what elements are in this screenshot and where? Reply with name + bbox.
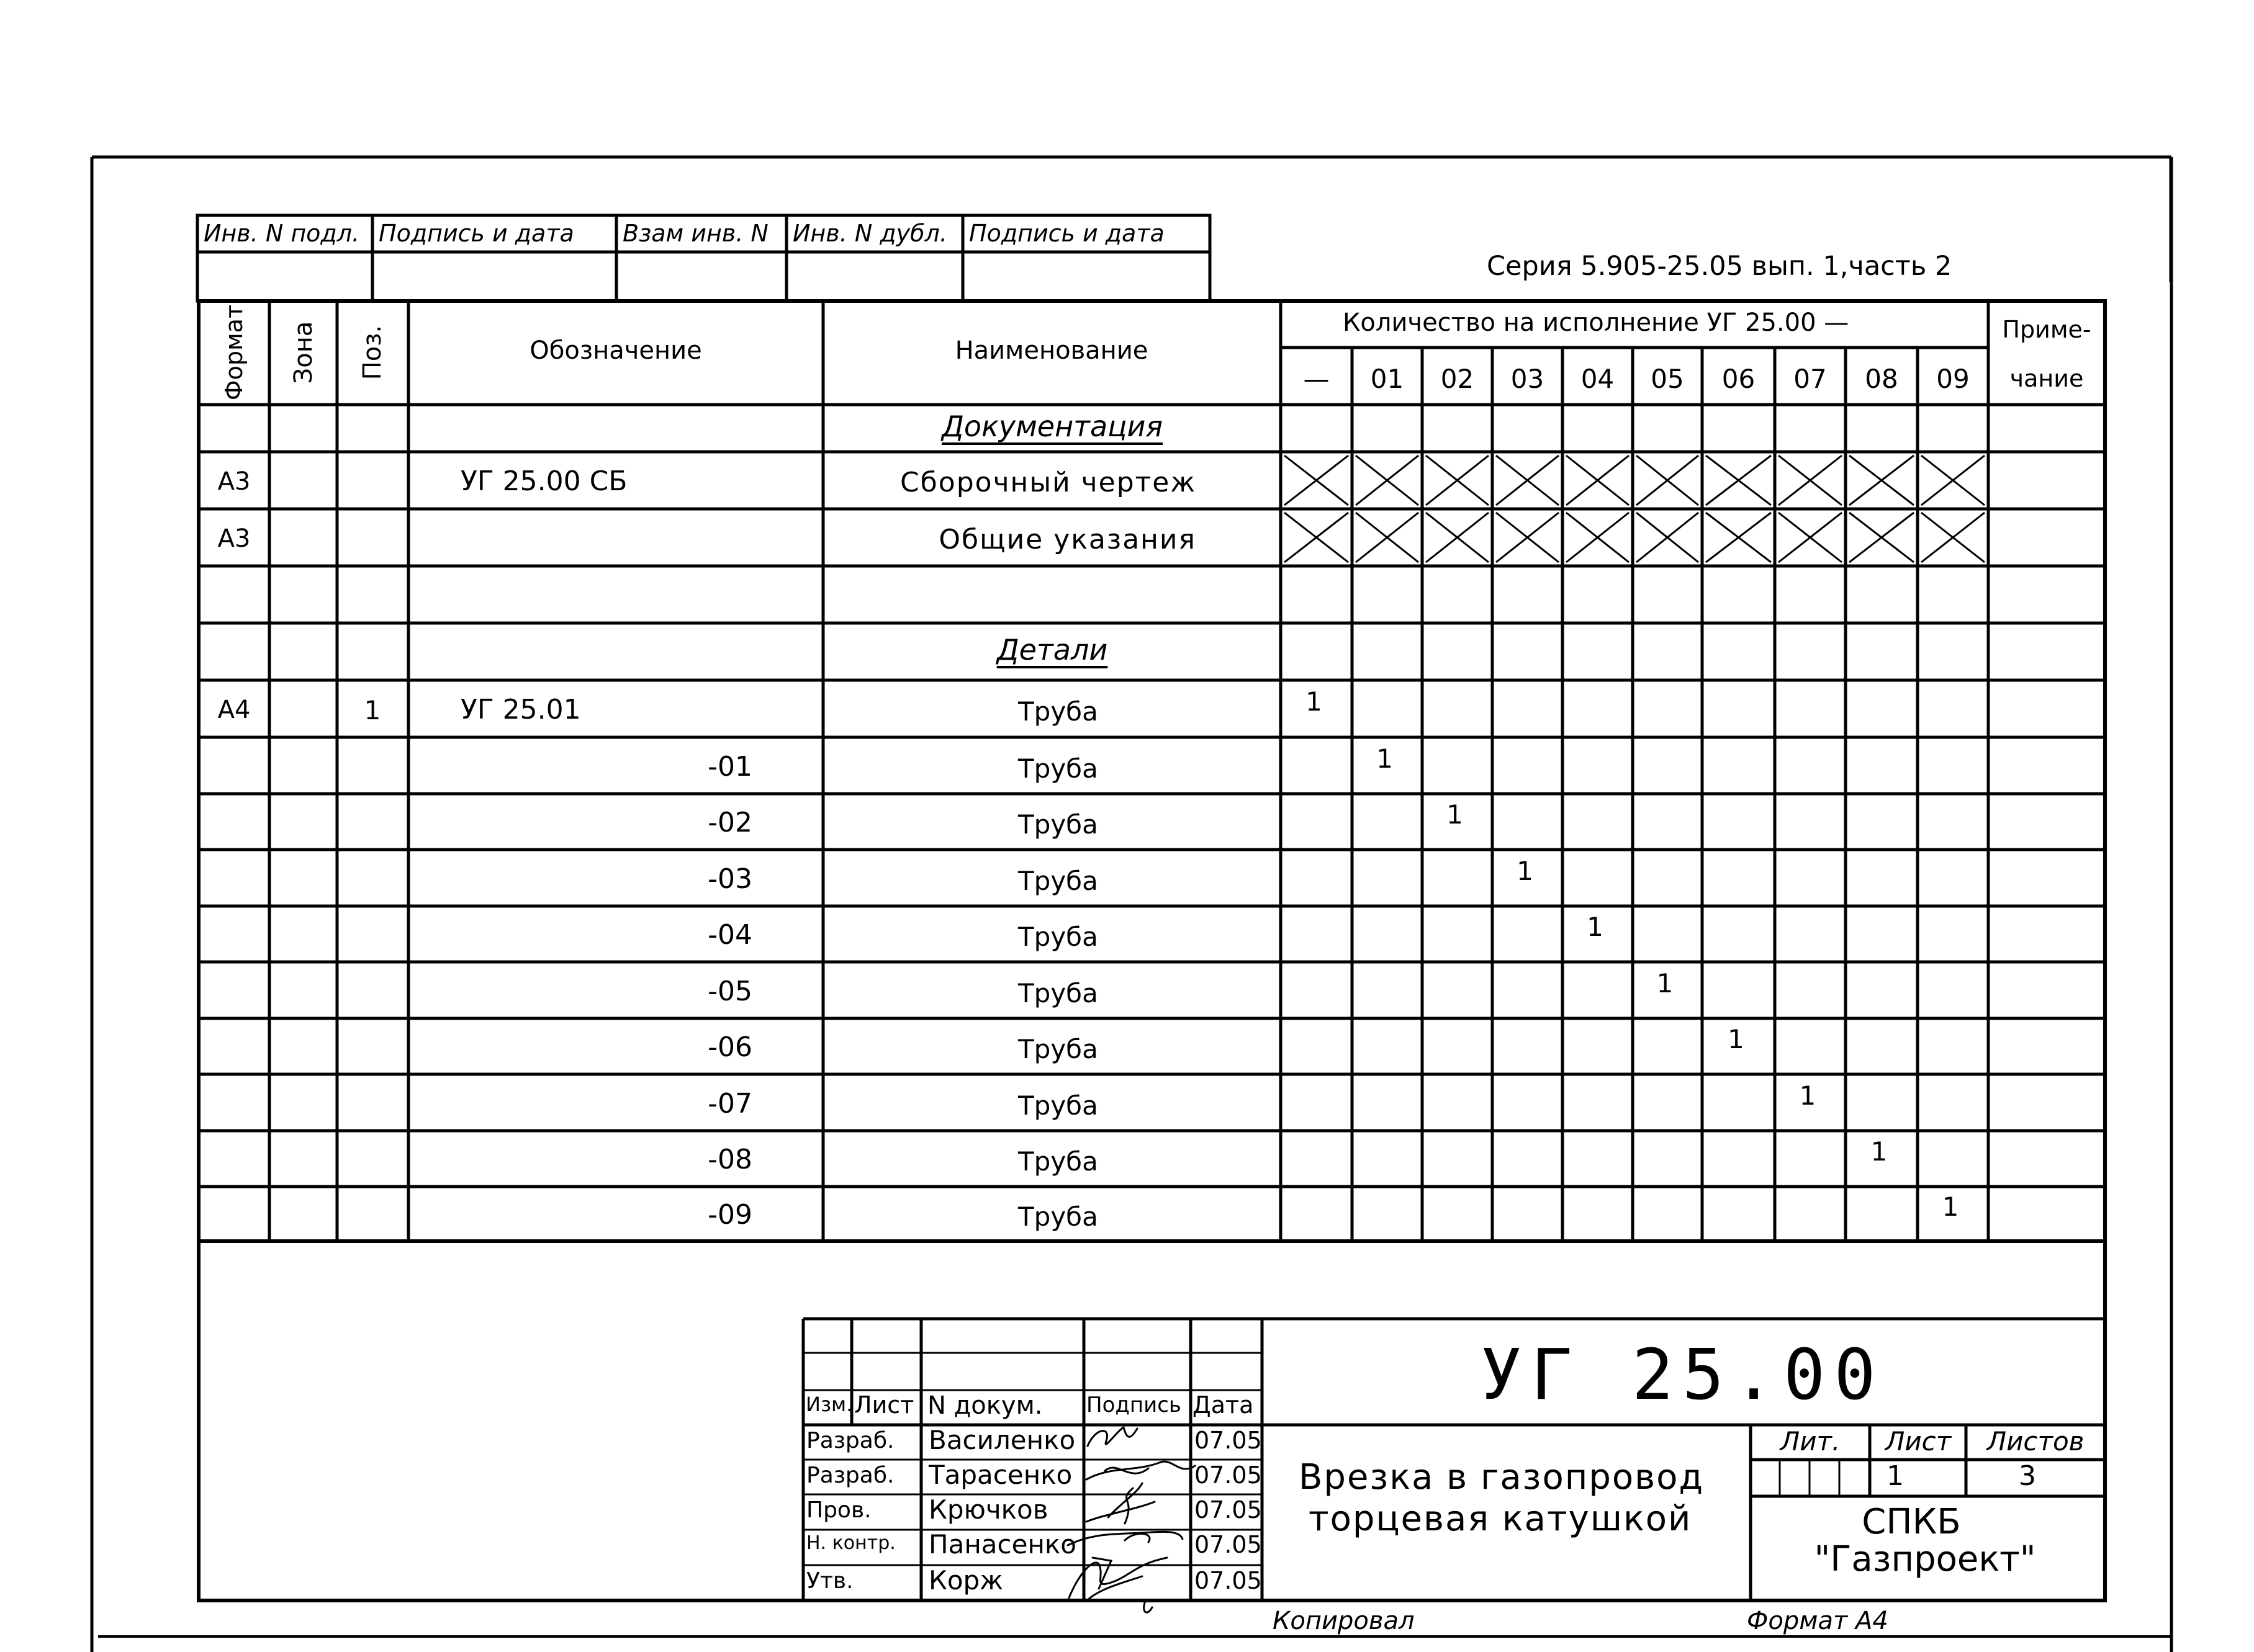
person-role: Разраб. xyxy=(806,1463,895,1488)
variant-header-4: 04 xyxy=(1580,364,1615,394)
variant-header-1: 01 xyxy=(1370,364,1404,394)
organization-line-1: СПКБ xyxy=(1862,1502,1961,1542)
person-name: Тарасенко xyxy=(929,1460,1073,1490)
person-role: Пров. xyxy=(806,1497,872,1523)
cell-designation: -01 xyxy=(708,750,752,783)
description-line-2: торцевая катушкой xyxy=(1309,1499,1692,1539)
cell-quantity: 1 xyxy=(1656,967,1674,999)
cell-quantity: 1 xyxy=(1587,912,1603,942)
cell-quantity: 1 xyxy=(1799,1080,1816,1111)
person-date: 07.05 xyxy=(1194,1567,1262,1594)
cell-pos: 1 xyxy=(364,695,381,725)
sheet-number: 1 xyxy=(1887,1460,1904,1492)
cell-designation: -07 xyxy=(708,1087,752,1120)
cell-name: Труба xyxy=(1018,809,1098,840)
lit-label: Лит. xyxy=(1780,1426,1841,1457)
section-heading: Детали xyxy=(996,633,1108,667)
cell-designation: -09 xyxy=(708,1199,752,1231)
cell-designation: УГ 25.00 СБ xyxy=(461,465,628,497)
cell-quantity: 1 xyxy=(1728,1024,1744,1054)
cell-quantity: 1 xyxy=(1870,1136,1888,1167)
col-designation-header: Обозначение xyxy=(530,336,702,365)
person-name: Корж xyxy=(929,1565,1004,1596)
header-list: Лист xyxy=(854,1391,914,1419)
cell-format: А4 xyxy=(217,696,251,724)
person-name: Панасенко xyxy=(929,1529,1076,1560)
series-label: Серия 5.905-25.05 вып. 1,часть 2 xyxy=(1487,251,1952,282)
variant-header-2: 02 xyxy=(1440,364,1474,394)
cell-designation: -05 xyxy=(708,975,752,1007)
person-role: Н. контр. xyxy=(806,1532,896,1554)
stamp-signature-label-2: Подпись и дата xyxy=(969,220,1165,247)
document-code: УГ 25.00 xyxy=(1480,1335,1885,1416)
stamp-dup-label: Инв. N дубл. xyxy=(793,220,947,247)
cell-name: Сборочный чертеж xyxy=(899,467,1196,498)
cell-name: Труба xyxy=(1018,1146,1098,1177)
cell-name: Труба xyxy=(1018,922,1098,952)
cell-quantity: 1 xyxy=(1942,1192,1959,1222)
stamp-replace-label: Взам инв. N xyxy=(623,220,769,247)
cell-name: Труба xyxy=(1018,696,1098,727)
cell-format: А3 xyxy=(217,467,251,496)
cell-designation: УГ 25.01 xyxy=(461,694,581,725)
stamp-signature-label: Подпись и дата xyxy=(379,220,574,247)
description-line-1: Врезка в газопровод xyxy=(1299,1457,1705,1497)
variant-header-3: 03 xyxy=(1510,364,1544,394)
cell-name: Общие указания xyxy=(939,524,1196,555)
person-role: Утв. xyxy=(806,1568,854,1594)
sheets-label: Листов xyxy=(1986,1426,2085,1457)
person-date: 07.05 xyxy=(1194,1531,1262,1558)
variant-header-5: 05 xyxy=(1651,364,1684,394)
section-heading: Документация xyxy=(941,410,1163,443)
person-role: Разраб. xyxy=(806,1428,895,1453)
cell-name: Труба xyxy=(1018,865,1098,896)
stamp-inv-label: Инв. N подл. xyxy=(204,220,360,247)
header-izm: Изм. xyxy=(806,1393,853,1416)
cell-name: Труба xyxy=(1018,977,1098,1008)
col-note-header-1: Приме- xyxy=(2002,316,2091,343)
col-name-header: Наименование xyxy=(955,336,1148,365)
cell-name: Труба xyxy=(1018,1090,1098,1121)
cell-designation: -04 xyxy=(708,919,752,951)
variant-header-8: 08 xyxy=(1865,364,1898,394)
variant-header-0: — xyxy=(1303,364,1330,394)
cell-name: Труба xyxy=(1018,753,1098,784)
col-quantity-header: Количество на исполнение УГ 25.00 — xyxy=(1343,308,1849,337)
cell-quantity: 1 xyxy=(1446,799,1463,830)
cell-name: Труба xyxy=(1018,1034,1098,1064)
col-format-header: Формат xyxy=(220,304,248,401)
col-note-header-2: чание xyxy=(2009,365,2084,392)
person-date: 07.05 xyxy=(1194,1461,1262,1489)
col-zone-header: Зона xyxy=(289,321,318,384)
organization-line-2: "Газпроект" xyxy=(1814,1539,2036,1579)
format-label: Формат А4 xyxy=(1747,1607,1888,1635)
header-date: Дата xyxy=(1192,1391,1254,1419)
col-pos-header: Поз. xyxy=(358,325,387,380)
header-ndoc: N докум. xyxy=(927,1391,1043,1420)
cell-name: Труба xyxy=(1018,1201,1098,1232)
copied-label: Копировал xyxy=(1273,1607,1415,1635)
cell-format: А3 xyxy=(217,524,251,553)
person-name: Василенко xyxy=(929,1425,1076,1455)
header-sign: Подпись xyxy=(1086,1393,1181,1417)
variant-header-7: 07 xyxy=(1793,364,1827,394)
person-date: 07.05 xyxy=(1194,1496,1262,1524)
cell-designation: -03 xyxy=(708,863,752,895)
variant-header-9: 09 xyxy=(1936,364,1970,394)
sheets-count: 3 xyxy=(2019,1460,2036,1492)
cell-designation: -02 xyxy=(708,807,752,838)
variant-header-6: 06 xyxy=(1721,364,1756,394)
person-date: 07.05 xyxy=(1194,1427,1262,1454)
cell-quantity: 1 xyxy=(1305,686,1322,717)
cell-quantity: 1 xyxy=(1376,743,1393,774)
sheet-label: Лист xyxy=(1885,1426,1952,1457)
cell-quantity: 1 xyxy=(1517,855,1533,886)
cell-designation: -08 xyxy=(708,1144,752,1175)
cell-designation: -06 xyxy=(708,1031,752,1063)
person-name: Крючков xyxy=(929,1494,1048,1525)
